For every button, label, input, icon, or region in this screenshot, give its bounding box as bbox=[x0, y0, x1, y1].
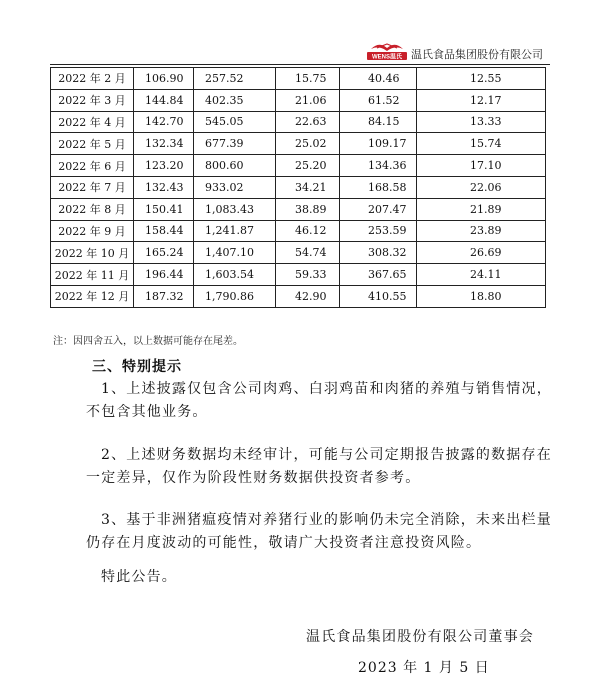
table-row bbox=[51, 68, 546, 90]
value-cell: 207.47 bbox=[340, 198, 417, 220]
signature-date: 2023 年 1 月 5 日 bbox=[358, 660, 490, 676]
value-cell: 15.75 bbox=[276, 68, 340, 90]
value-cell: 1,083.43 bbox=[194, 198, 276, 220]
table-row bbox=[51, 176, 546, 198]
section-title: 三、特别提示 bbox=[92, 359, 182, 375]
value-cell: 132.43 bbox=[134, 176, 194, 198]
month-cell: 2022 年 4 月 bbox=[51, 111, 134, 133]
value-cell: 257.52 bbox=[194, 68, 276, 90]
value-cell: 132.34 bbox=[134, 133, 194, 155]
value-cell: 123.20 bbox=[134, 155, 194, 177]
value-cell: 59.33 bbox=[276, 264, 340, 286]
value-cell: 22.06 bbox=[417, 176, 546, 198]
notice-paragraph-3: 3、基于非洲猪瘟疫情对养猪行业的影响仍未完全消除，未来出栏量仍存在月度波动的可能性，敬请广大投资者注意投资风险。 bbox=[86, 512, 552, 551]
value-cell: 308.32 bbox=[340, 242, 417, 264]
value-cell: 165.24 bbox=[134, 242, 194, 264]
value-cell: 24.11 bbox=[417, 264, 546, 286]
table-row bbox=[51, 89, 546, 111]
value-cell: 54.74 bbox=[276, 242, 340, 264]
month-cell: 2022 年 3 月 bbox=[51, 89, 134, 111]
notice-paragraph-1: 1、上述披露仅包含公司肉鸡、白羽鸡苗和肉猪的养殖与销售情况，不包含其他业务。 bbox=[86, 381, 552, 420]
value-cell: 109.17 bbox=[340, 133, 417, 155]
month-cell: 2022 年 6 月 bbox=[51, 155, 134, 177]
table-row bbox=[51, 242, 546, 264]
table-row bbox=[51, 285, 546, 307]
value-cell: 13.33 bbox=[417, 111, 546, 133]
value-cell: 142.70 bbox=[134, 111, 194, 133]
month-cell: 2022 年 12 月 bbox=[51, 285, 134, 307]
page-header bbox=[0, 40, 600, 64]
table-row bbox=[51, 198, 546, 220]
logo-text: WENS温氏 bbox=[371, 54, 403, 61]
value-cell: 402.35 bbox=[194, 89, 276, 111]
value-cell: 25.20 bbox=[276, 155, 340, 177]
value-cell: 106.90 bbox=[134, 68, 194, 90]
value-cell: 18.80 bbox=[417, 285, 546, 307]
value-cell: 187.32 bbox=[134, 285, 194, 307]
value-cell: 545.05 bbox=[194, 111, 276, 133]
wens-logo-icon bbox=[365, 40, 409, 62]
value-cell: 933.02 bbox=[194, 176, 276, 198]
month-cell: 2022 年 9 月 bbox=[51, 220, 134, 242]
month-cell: 2022 年 5 月 bbox=[51, 133, 134, 155]
value-cell: 1,790.86 bbox=[194, 285, 276, 307]
month-cell: 2022 年 11 月 bbox=[51, 264, 134, 286]
value-cell: 253.59 bbox=[340, 220, 417, 242]
value-cell: 196.44 bbox=[134, 264, 194, 286]
header-divider bbox=[50, 64, 550, 65]
value-cell: 21.89 bbox=[417, 198, 546, 220]
value-cell: 23.89 bbox=[417, 220, 546, 242]
value-cell: 168.58 bbox=[340, 176, 417, 198]
value-cell: 84.15 bbox=[340, 111, 417, 133]
value-cell: 21.06 bbox=[276, 89, 340, 111]
value-cell: 22.63 bbox=[276, 111, 340, 133]
month-cell: 2022 年 10 月 bbox=[51, 242, 134, 264]
value-cell: 12.17 bbox=[417, 89, 546, 111]
value-cell: 12.55 bbox=[417, 68, 546, 90]
value-cell: 158.44 bbox=[134, 220, 194, 242]
value-cell: 61.52 bbox=[340, 89, 417, 111]
table-note: 注：因四舍五入，以上数据可能存在尾差。 bbox=[53, 336, 243, 347]
notice-paragraph-2: 2、上述财务数据均未经审计，可能与公司定期报告披露的数据存在一定差异，仅作为阶段性财务数据供投资者参考。 bbox=[86, 447, 552, 486]
notice-closing: 特此公告。 bbox=[101, 569, 177, 585]
value-cell: 367.65 bbox=[340, 264, 417, 286]
value-cell: 1,407.10 bbox=[194, 242, 276, 264]
value-cell: 34.21 bbox=[276, 176, 340, 198]
month-cell: 2022 年 2 月 bbox=[51, 68, 134, 90]
value-cell: 1,603.54 bbox=[194, 264, 276, 286]
table-row bbox=[51, 264, 546, 286]
value-cell: 38.89 bbox=[276, 198, 340, 220]
value-cell: 17.10 bbox=[417, 155, 546, 177]
value-cell: 410.55 bbox=[340, 285, 417, 307]
value-cell: 25.02 bbox=[276, 133, 340, 155]
value-cell: 42.90 bbox=[276, 285, 340, 307]
table-row bbox=[51, 111, 546, 133]
table-row bbox=[51, 155, 546, 177]
signature-org: 温氏食品集团股份有限公司董事会 bbox=[306, 629, 534, 645]
value-cell: 40.46 bbox=[340, 68, 417, 90]
value-cell: 46.12 bbox=[276, 220, 340, 242]
company-name: 温氏食品集团股份有限公司 bbox=[411, 48, 543, 61]
value-cell: 144.84 bbox=[134, 89, 194, 111]
monthly-data-table bbox=[50, 67, 546, 308]
table-row bbox=[51, 220, 546, 242]
value-cell: 134.36 bbox=[340, 155, 417, 177]
value-cell: 150.41 bbox=[134, 198, 194, 220]
value-cell: 15.74 bbox=[417, 133, 546, 155]
month-cell: 2022 年 7 月 bbox=[51, 176, 134, 198]
value-cell: 26.69 bbox=[417, 242, 546, 264]
value-cell: 800.60 bbox=[194, 155, 276, 177]
value-cell: 1,241.87 bbox=[194, 220, 276, 242]
table-row bbox=[51, 133, 546, 155]
value-cell: 677.39 bbox=[194, 133, 276, 155]
month-cell: 2022 年 8 月 bbox=[51, 198, 134, 220]
